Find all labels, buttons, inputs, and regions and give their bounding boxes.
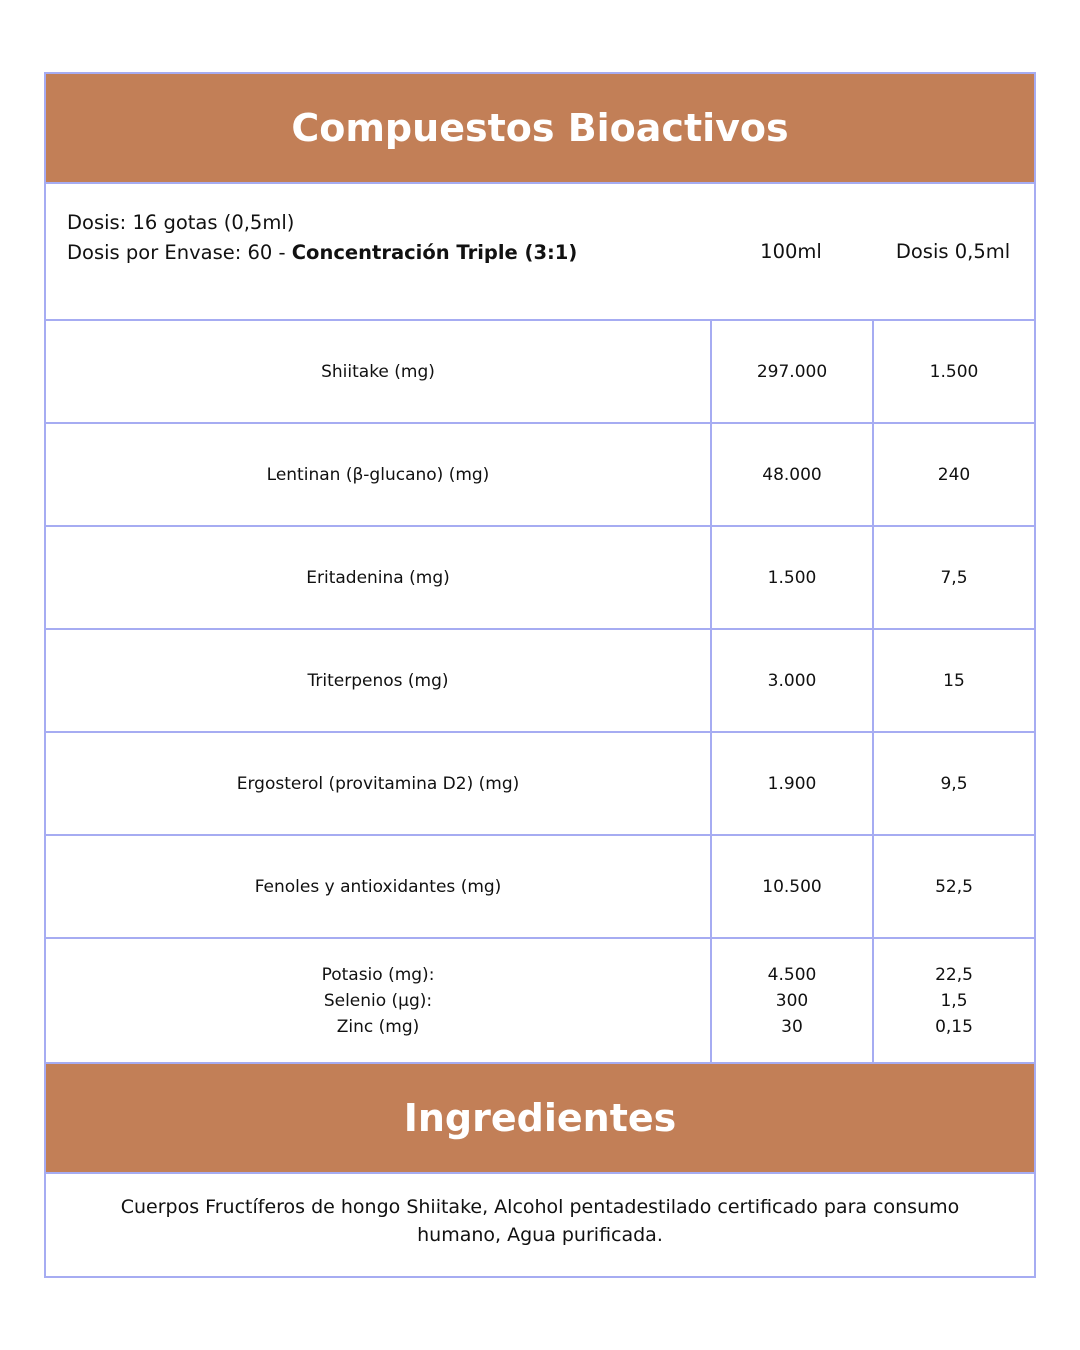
value-100ml: 297.000 [710, 321, 872, 422]
mineral-values-dose [872, 939, 1034, 1063]
value-100ml: 3.000 [710, 630, 872, 731]
table-row [46, 527, 1034, 630]
table-row-minerals [46, 939, 1034, 1063]
table-row [46, 424, 1034, 527]
value-dose: 7,5 [872, 527, 1034, 628]
value-dose: 9,5 [872, 733, 1034, 834]
bioactive-compounds-card [44, 72, 1036, 1278]
value-100ml: 4.500 [767, 965, 817, 985]
dose-line: Dosis: 16 gotas (0,5ml) [67, 211, 295, 234]
compounds-table [46, 321, 1034, 1063]
concentration-label: Concentración Triple (3:1) [291, 241, 578, 264]
dose-per-container-text: Dosis por Envase: 60 - [67, 241, 292, 264]
mineral-name: Selenio (µg): [323, 991, 433, 1011]
section-title-ingredientes: Ingredientes [46, 1062, 1034, 1174]
dose-per-container-line [67, 238, 577, 268]
compound-name: Fenoles y antioxidantes (mg) [254, 876, 502, 897]
value-dose: 1.500 [872, 321, 1034, 422]
section-title-compuestos: Compuestos Bioactivos [46, 74, 1034, 184]
table-row [46, 836, 1034, 939]
table-row [46, 630, 1034, 733]
value-100ml: 1.900 [710, 733, 872, 834]
compound-name: Ergosterol (provitamina D2) (mg) [236, 773, 520, 794]
table-row [46, 733, 1034, 836]
dose-info-row [46, 184, 1034, 321]
value-dose: 0,15 [935, 1017, 973, 1037]
ingredients-text: Cuerpos Fructíferos de hongo Shiitake, Alcohol pentadestilado certificado para consumo humano, Agua purificada. [120, 1196, 960, 1246]
value-100ml: 30 [781, 1017, 803, 1037]
compound-name: Lentinan (β-glucano) (mg) [266, 464, 490, 485]
value-100ml: 1.500 [710, 527, 872, 628]
value-dose: 15 [872, 630, 1034, 731]
value-dose: 52,5 [872, 836, 1034, 937]
mineral-values-100ml [710, 939, 872, 1063]
compound-name: Triterpenos (mg) [307, 670, 449, 691]
value-100ml: 10.500 [710, 836, 872, 937]
compound-name: Eritadenina (mg) [306, 567, 450, 588]
value-100ml: 300 [775, 991, 809, 1011]
value-dose: 240 [872, 424, 1034, 525]
mineral-names [46, 939, 710, 1063]
column-header-100ml: 100ml [760, 240, 822, 263]
value-dose: 22,5 [935, 965, 973, 985]
dose-info-text [67, 208, 577, 268]
mineral-name: Potasio (mg): [321, 965, 435, 985]
compound-name: Shiitake (mg) [321, 361, 435, 382]
value-dose: 1,5 [940, 991, 968, 1011]
table-row [46, 321, 1034, 424]
mineral-name: Zinc (mg) [336, 1017, 420, 1037]
value-100ml: 48.000 [710, 424, 872, 525]
column-header-dose: Dosis 0,5ml [895, 240, 1011, 263]
